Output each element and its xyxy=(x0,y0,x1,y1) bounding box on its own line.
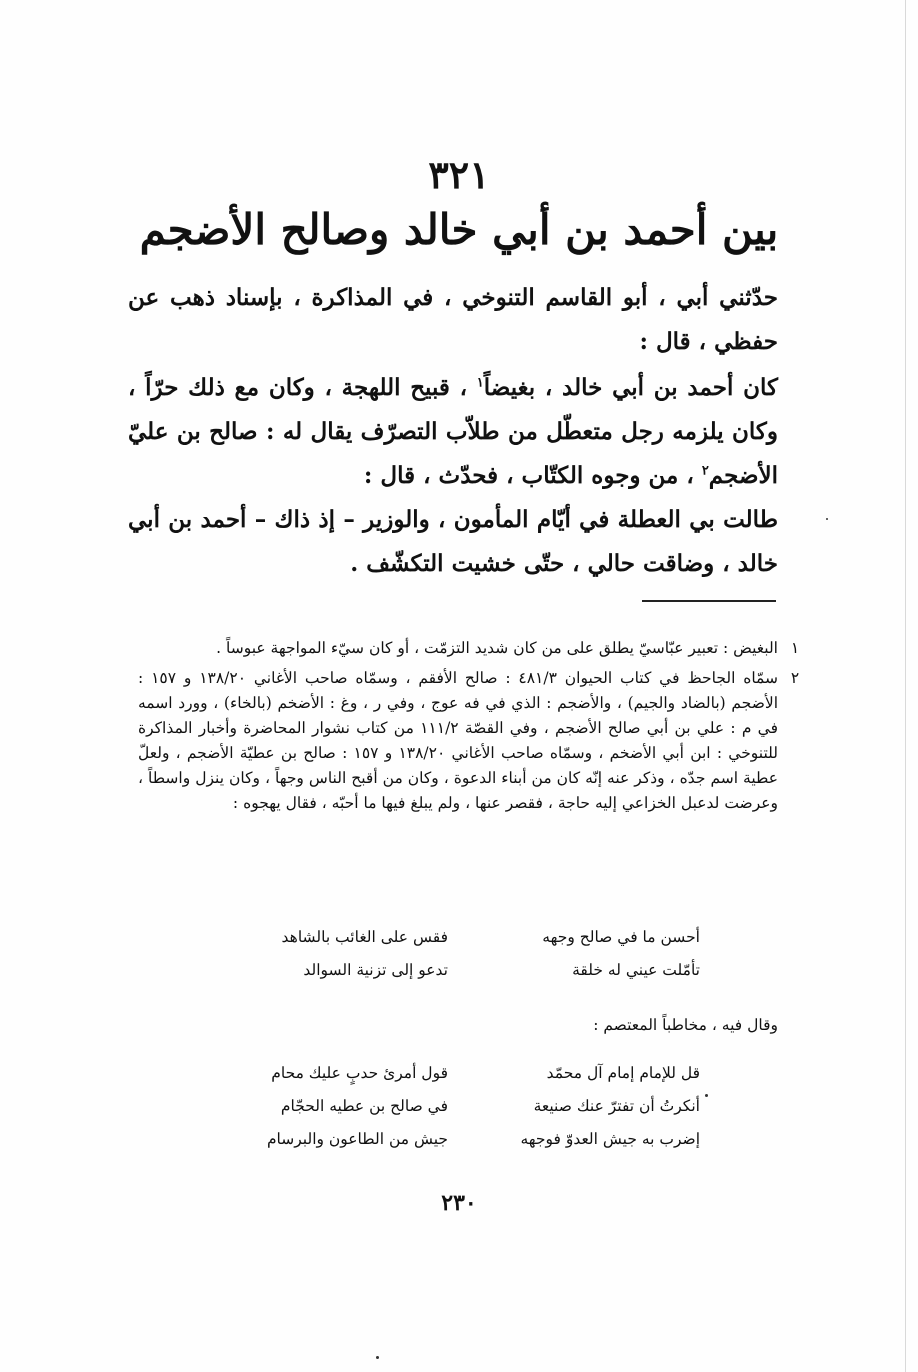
verses-block-1 xyxy=(258,928,778,994)
verses-block-2 xyxy=(258,1064,778,1163)
ink-speck xyxy=(376,1356,379,1359)
section-number: ٣٢١ xyxy=(428,152,490,197)
verse-first-hemistich: تأمّلت عيني له خلقة xyxy=(572,961,700,979)
page-edge-line xyxy=(905,0,906,1372)
section-title: بين أحمد بن أبي خالد وصالح الأضجم xyxy=(139,205,779,254)
footnote-1 xyxy=(138,636,800,661)
verse-line xyxy=(258,961,778,994)
page-number: ٢٣٠ xyxy=(441,1190,477,1216)
verse-second-hemistich: جيش من الطاعون والبرسام xyxy=(266,1130,448,1148)
verse-first-hemistich: أنكرتُ أن تفترّ عنك صنيعة xyxy=(533,1097,700,1115)
verse-line xyxy=(258,1130,778,1163)
verses-caption: وقال فيه ، مخاطباً المعتصم : xyxy=(593,1016,778,1034)
verse-second-hemistich: فقس على الغائب بالشاهد xyxy=(281,928,448,946)
verse-line xyxy=(258,1097,778,1130)
footnote-2 xyxy=(138,666,800,816)
footnote-1-text: البغيض : تعبير عبّاسيّ يطلق على من كان شديد التزمّت ، أو كان سيّء المواجهة عبوساً . xyxy=(216,639,778,657)
paragraph-3: طالت بي العطلة في أيّام المأمون ، والوزير – إذ ذاك – أحمد بن أبي خالد ، وضاقت حالي ، حتّى خشيت التكشّف . xyxy=(128,506,778,577)
verse-first-hemistich: قل للإمام إمام آل محمّد xyxy=(546,1064,700,1082)
verse-second-hemistich: قول أمرئ حدبٍ عليك محام xyxy=(271,1064,448,1082)
footnote-1-number: ١ xyxy=(790,639,800,657)
verse-second-hemistich: في صالح بن عطيه الحجّام xyxy=(280,1097,448,1115)
paragraph-2-part-c: ، من وجوه الكتّاب ، فحدّث ، قال : xyxy=(363,462,702,489)
verse-second-hemistich: تدعو إلى تزنية السوالد xyxy=(303,961,448,979)
ink-speck xyxy=(826,518,828,520)
footnote-ref-1: ١ xyxy=(476,375,484,391)
ink-speck xyxy=(705,1094,708,1097)
paragraph-2-part-b: ، قبيح اللهجة ، وكان مع ذلك حرّاً ، وكان يلزمه رجل متعطّل من طلاّب التصرّف يقال له : صالح بن عليّ الأضجم xyxy=(128,374,778,489)
footnote-ref-2: ٢ xyxy=(701,463,709,479)
paragraph-2-part-a: كان أحمد بن أبي خالد ، بغيضاً xyxy=(483,374,778,401)
paragraph-2 xyxy=(128,366,778,498)
verse-first-hemistich: أحسن ما في صالح وجهه xyxy=(542,928,700,946)
footnote-separator xyxy=(642,600,776,602)
verse-line xyxy=(258,1064,778,1097)
paragraph-1: حدّثني أبي ، أبو القاسم التنوخي ، في المذاكرة ، بإسناد ذهب عن حفظي ، قال : xyxy=(128,284,778,355)
verse-line xyxy=(258,928,778,961)
footnote-2-text: سمّاه الجاحظ في كتاب الحيوان ٤٨١/٣ : صالح الأفقم ، وسمّاه صاحب الأغاني ١٣٨/٢٠ و ١٥٧ : الأضجم (بالضاد والجيم) ، والأضجم : الذي في فه عوج ، وفي ر ، وغ : الأضخم (بالخاء) ، وورد اسمه في م : علي بن أبي صالح الأضجم ، وفي القصّة ١١١/٢ من كتاب نشوار المحاضرة وأخبار المذاكرة للتنوخي : ابن أبي الأضخم ، وسمّاه صاحب الأغاني ١٣٨/٢٠ و ١٥٧ : صالح بن عطيّة الأضجم ، ولعلّ عطية اسم جدّه ، وذكر عنه إنّه كان من أبناء الدعوة ، وكان من أقبح الناس وجهاً ، وكان ينزل واسطاً ، وعرضت لدعبل الخزاعي إليه حاجة ، فقصر عنها ، ولم يبلغ فيها ما أحبّه ، فقال يهجوه : xyxy=(138,669,779,812)
verse-first-hemistich: إضرب به جيش العدوّ فوجهه xyxy=(520,1130,700,1148)
footnote-2-number: ٢ xyxy=(790,669,800,687)
